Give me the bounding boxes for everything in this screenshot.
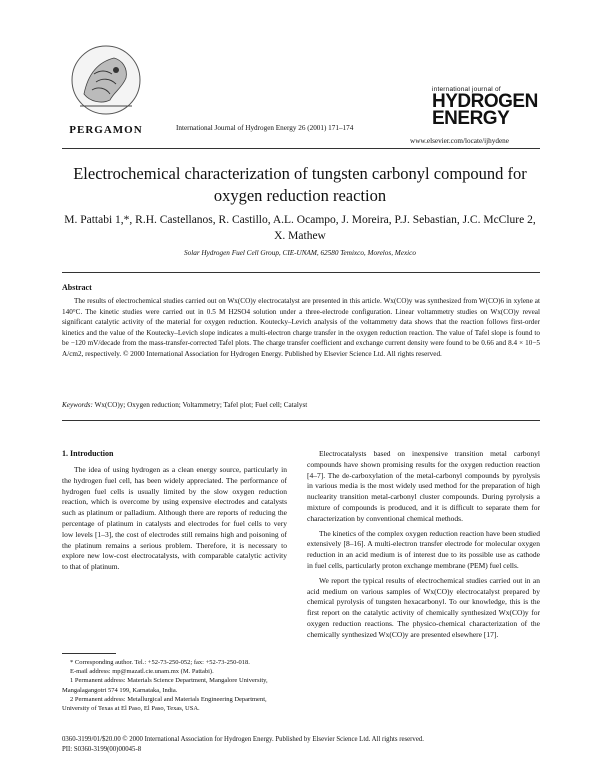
keywords-label: Keywords: bbox=[62, 401, 93, 409]
footnotes bbox=[62, 658, 287, 713]
copyright-line: 0360-3199/01/$20.00 © 2000 International Association for Hydrogen Energy. Published by Elsevier Science Ltd. All rights reserved. bbox=[62, 736, 424, 743]
affiliation: Solar Hydrogen Fuel Cell Group, CIE-UNAM, 62580 Temixco, Morelos, Mexico bbox=[184, 249, 416, 257]
paragraph: Electrocatalysts based on inexpensive transition metal carbonyl compounds have shown promising results for the oxygen reduction reaction [4–7]. The de-carboxylation of the metal-carbonyl compounds by pyrolysis in various media is the most widely used method for the preparation of high nuclearity transition metal-carbonyl cluster compounds. During pyrolysis a mixture of compounds is produced, and it is difficult to separate them for characterization by conventional chemical methods. bbox=[307, 449, 540, 523]
paragraph: We report the typical results of electrochemical studies carried out in an acid medium on various samples of Wx(CO)y electrocatalyst prepared by chemical pyrolysis of tungsten hexacarbonyl. To our knowledge, this is the first report on the catalytic activity of chemically synthesized Wx(CO)y for oxygen reduction reactions. The physico-chemical characterization of the chemically synthesized Wx(CO)y are presented elsewhere [17]. bbox=[307, 575, 540, 639]
paragraph: The idea of using hydrogen as a clean energy source, particularly in the hydrogen fuel cell, has been widely appreciated. The performance of hydrogen fuel cells is usually limited by the slow oxygen reduction reaction, which is overcome by using expensive electrodes and catalysts such as platinum or palladium. Although there are reports of reducing the percentage of platinum in catalysts and electrodes for fuel cells to very low levels [1–3], the cost of electrodes still remains high and poisoning of the platinum remains a serious problem. Therefore, it is necessary to explore new low-cost electrocatalysts, with comparable catalytic activity to that of platinum. bbox=[62, 465, 287, 572]
journal-logo-intl: international journal of bbox=[432, 86, 501, 93]
pii-line: PII: S0360-3199(00)00045-8 bbox=[62, 745, 142, 753]
footnote-rule bbox=[62, 653, 116, 654]
publisher-name: PERGAMON bbox=[69, 124, 143, 136]
abstract-heading: Abstract bbox=[62, 283, 92, 292]
pergamon-emblem-icon bbox=[70, 44, 142, 116]
header-rule bbox=[62, 148, 540, 149]
abstract-top-rule bbox=[62, 272, 540, 273]
journal-logo-energy: ENERGY bbox=[432, 108, 510, 129]
section-heading: 1. Introduction bbox=[62, 449, 114, 458]
footnote-2: 2 Permanent address: Metallurgical and Materials Engineering Department, University of Texas at El Paso, El Paso, Texas, USA. bbox=[62, 695, 267, 713]
article-title: Electrochemical characterization of tungsten carbonyl compound for oxygen reduction reaction bbox=[73, 164, 527, 205]
footnote-corresponding: * Corresponding author. Tel.: +52-73-250-052; fax: +52-73-250-018. bbox=[70, 659, 250, 666]
journal-logo-hydrogen: HYDROGEN bbox=[432, 91, 538, 112]
abstract-text: The results of electrochemical studies carried out on Wx(CO)y electrocatalyst are presented in this article. Wx(CO)y was synthesized from W(CO)6 in xylene at 140°C. The kinetic studies were carried out in 0.5 M H2SO4 solution under a three-electrode configuration. Linear voltammetry studies on Wx(CO)y reveal significant catalytic activity of the material for oxygen reduction. Koutecky–Levich analysis of the voltammetry data shows that the reaction follows first-order kinetics and the value of the Koutecky–Levich slope indicates a multi-electron charge transfer in the oxygen reduction reaction. The value of Tafel slope is found to be −120 mV/decade from the mass-transfer-corrected Tafel plots. The charge transfer coefficient and exchange current density were found to be 0.66 and 8.4 × 10−5 A/cm2, respectively. © 2000 International Association for Hydrogen Energy. Published by Elsevier Science Ltd. All rights reserved. bbox=[62, 297, 540, 358]
footnote-email: E-mail address: mp@mazatl.cie.unam.mx (M. Pattabi). bbox=[70, 668, 214, 676]
journal-citation: International Journal of Hydrogen Energy 26 (2001) 171–174 bbox=[176, 124, 354, 132]
author-list: M. Pattabi 1,*, R.H. Castellanos, R. Castillo, A.L. Ocampo, J. Moreira, P.J. Sebastian, J.C. McClure 2, X. Mathew bbox=[64, 214, 536, 242]
footnote-1: 1 Permanent address: Materials Science Department, Mangalore University, Mangalagangotri 574 199, Karnataka, India. bbox=[62, 677, 268, 694]
keywords-list: Wx(CO)y; Oxygen reduction; Voltammetry; Tafel plot; Fuel cell; Catalyst bbox=[94, 401, 308, 409]
left-column bbox=[62, 465, 287, 573]
abstract-bottom-rule bbox=[62, 420, 540, 421]
publisher-logo bbox=[58, 44, 154, 136]
copyright-block bbox=[62, 735, 542, 754]
journal-logo bbox=[432, 86, 552, 127]
journal-website[interactable]: www.elsevier.com/locate/ijhydene bbox=[410, 137, 509, 145]
keywords bbox=[62, 401, 540, 409]
paragraph: The kinetics of the complex oxygen reduction reaction have been studied extensively [8–16]. A multi-electron transfer electrode for molecular oxygen reduction in an acid medium is of interest due to its possible use as cathode in fuel cells, particularly proton exchange membrane (PEM) fuel cells. bbox=[307, 528, 540, 570]
right-column bbox=[307, 449, 540, 641]
